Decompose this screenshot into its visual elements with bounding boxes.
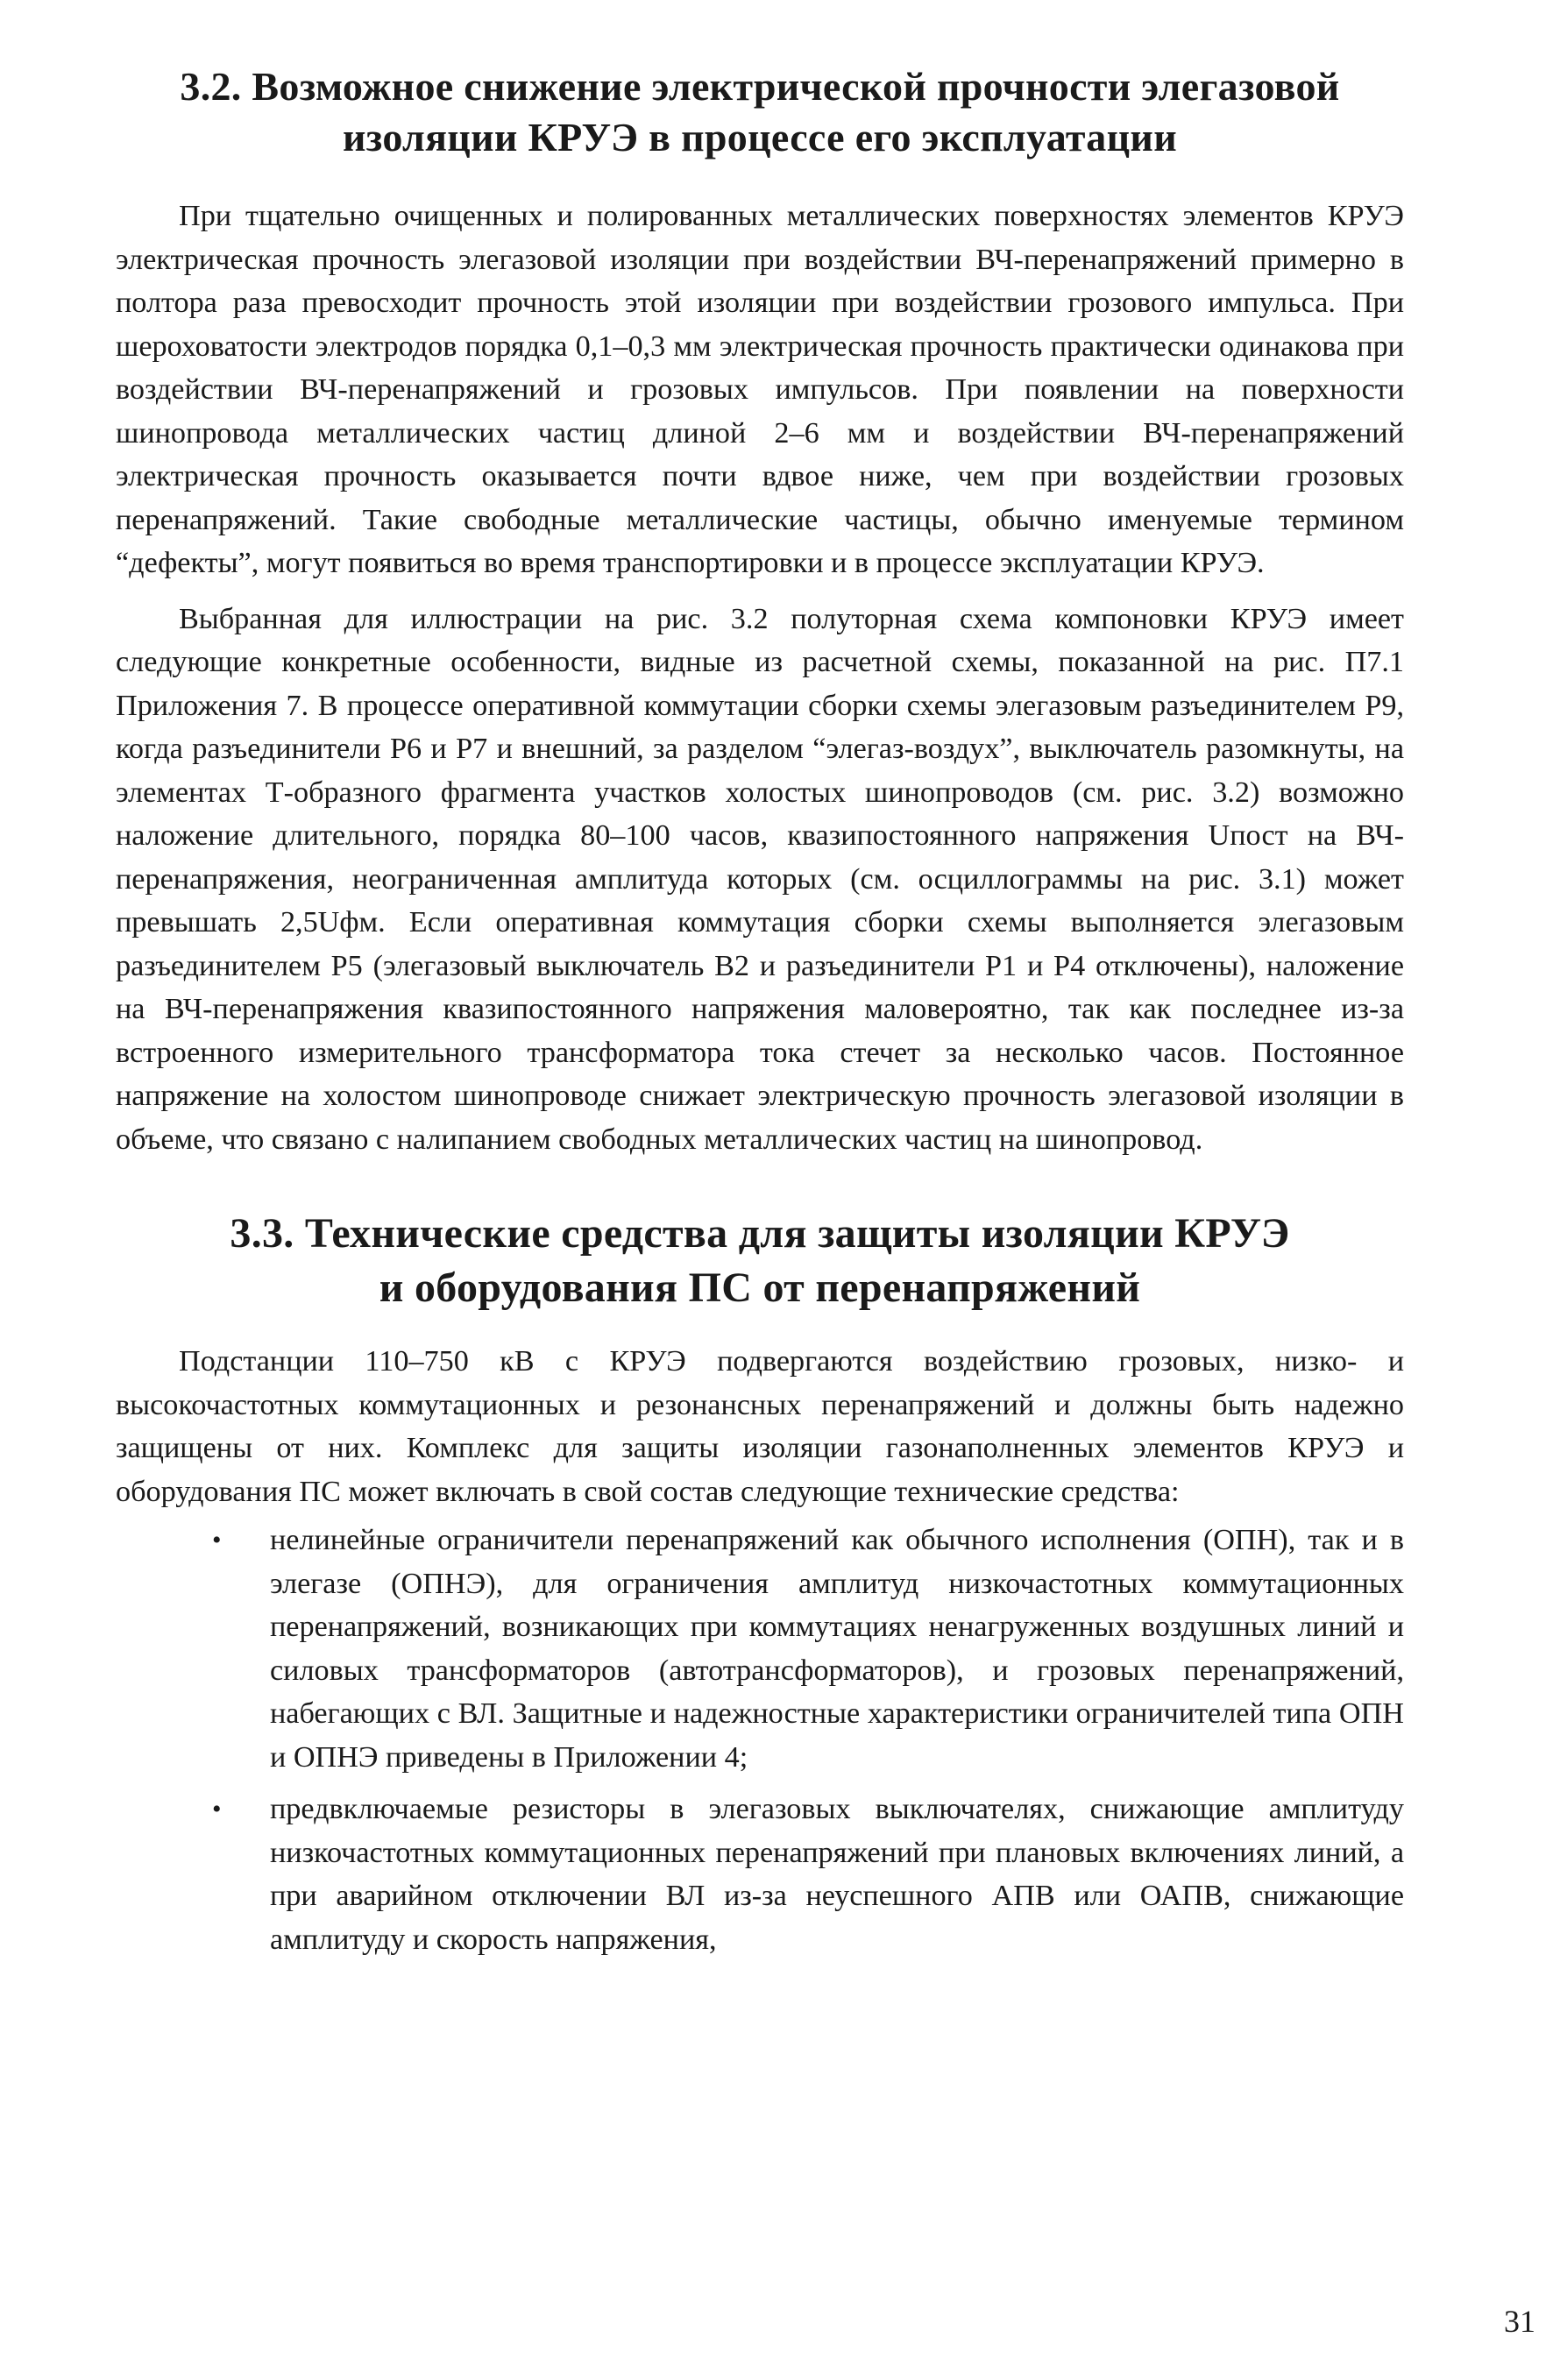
document-page xyxy=(116,61,1404,2340)
section-3-2-title-line1: 3.2. Возможное снижение электрической прочности элегазовой xyxy=(180,64,1340,109)
section-3-2-paragraph-2: Выбранная для иллюстрации на рис. 3.2 полуторная схема компоновки КРУЭ имеет следующие конкретные особенности, видные из расчетной схемы, показанной на рис. П7.1 Приложения 7. В процессе оперативной коммутации сборки схемы элегазовым разъединителем Р9, когда разъединители Р6 и Р7 и внешний, за разделом “элегаз-воздух”, выключатель разомкнуты, на элементах Т-образного фрагмента участков холостых шинопроводов (см. рис. 3.2) возможно наложение длительного, порядка 80–100 часов, квазипостоянного напряжения Uпост на ВЧ-перенапряжения, неограниченная амплитуда которых (см. осциллограммы на рис. 3.1) может превышать 2,5Uфм. Если оперативная коммутация сборки схемы выполняется элегазовым разъединителем Р5 (элегазовый выключатель В2 и разъединители Р1 и Р4 отключены), наложение на ВЧ-перенапряжения квазипостоянного напряжения маловероятно, так как последнее из-за встроенного измерительного трансформатора тока стечет за несколько часов. Постоянное напряжение на холостом шинопроводе снижает электрическую прочность элегазовой изоляции в объеме, что связано с налипанием свободных металлических частиц на шинопровод. xyxy=(116,602,1404,1156)
section-3-2-paragraph-1: При тщательно очищенных и полированных металлических поверхностях элементов КРУЭ электрическая прочность элегазовой изоляции при воздействии ВЧ-перенапряжений примерно в полтора раза превосходит прочность этой изоляции при воздействии грозового импульса. При шероховатости электродов порядка 0,1–0,3 мм электрическая прочность практически одинакова при воздействии ВЧ-перенапряжений и грозовых импульсов. При появлении на поверхности шинопровода металлических частиц длиной 2–6 мм и воздействии ВЧ-перенапряжений электрическая прочность оказывается почти вдвое ниже, чем при воздействии грозовых перенапряжений. Такие свободные металлические частицы, обычно именуемые термином “дефекты”, могут появиться во время транспортировки и в процессе эксплуатации КРУЭ. xyxy=(116,200,1404,579)
bullet-icon: • xyxy=(212,1526,222,1555)
section-3-2-heading xyxy=(116,61,1404,163)
list-item-text: нелинейные ограничители перенапряжений как обычного исполнения (ОПН), так и в элегазе (ОПНЭ), для ограничения амплитуд низкочастотных коммутационных перенапряжений, возникающих при коммутациях ненагруженных воздушных линий и силовых трансформаторов (автотрансформаторов), и грозовых перенапряжений, набегающих с ВЛ. Защитные и надежностные характеристики ограничителей типа ОПН и ОПНЭ приведены в Приложении 4; xyxy=(270,1524,1404,1774)
section-3-2-title-line2: изоляции КРУЭ в процессе его эксплуатации xyxy=(343,115,1177,159)
section-3-3-title-line2: и оборудования ПС от перенапряжений xyxy=(379,1264,1141,1311)
section-3-3-title-line1: 3.3. Технические средства для защиты изоляции КРУЭ xyxy=(230,1210,1290,1257)
list-item-text: предвключаемые резисторы в элегазовых выключателях, снижающие амплитуду низкочастотных коммутационных перенапряжений при плановых включениях линий, а при аварийном отключении ВЛ из-за неуспешного АПВ или ОАПВ, снижающие амплитуду и скорость напряжения, xyxy=(270,1793,1404,1956)
list-item xyxy=(116,1519,1404,1779)
section-3-3-intro-paragraph: Подстанции 110–750 кВ с КРУЭ подвергаются воздействию грозовых, низко- и высокочастотных коммутационных и резонансных перенапряжений и должны быть надежно защищены от них. Комплекс для защиты изоляции газонаполненных элементов КРУЭ и оборудования ПС может включать в свой состав следующие технические средства: xyxy=(116,1345,1404,1508)
page-number: 31 xyxy=(1504,2304,1535,2339)
list-item xyxy=(116,1788,1404,1961)
bullet-icon: • xyxy=(212,1795,222,1824)
section-3-3-heading xyxy=(116,1207,1404,1315)
technical-means-list xyxy=(116,1519,1404,1961)
